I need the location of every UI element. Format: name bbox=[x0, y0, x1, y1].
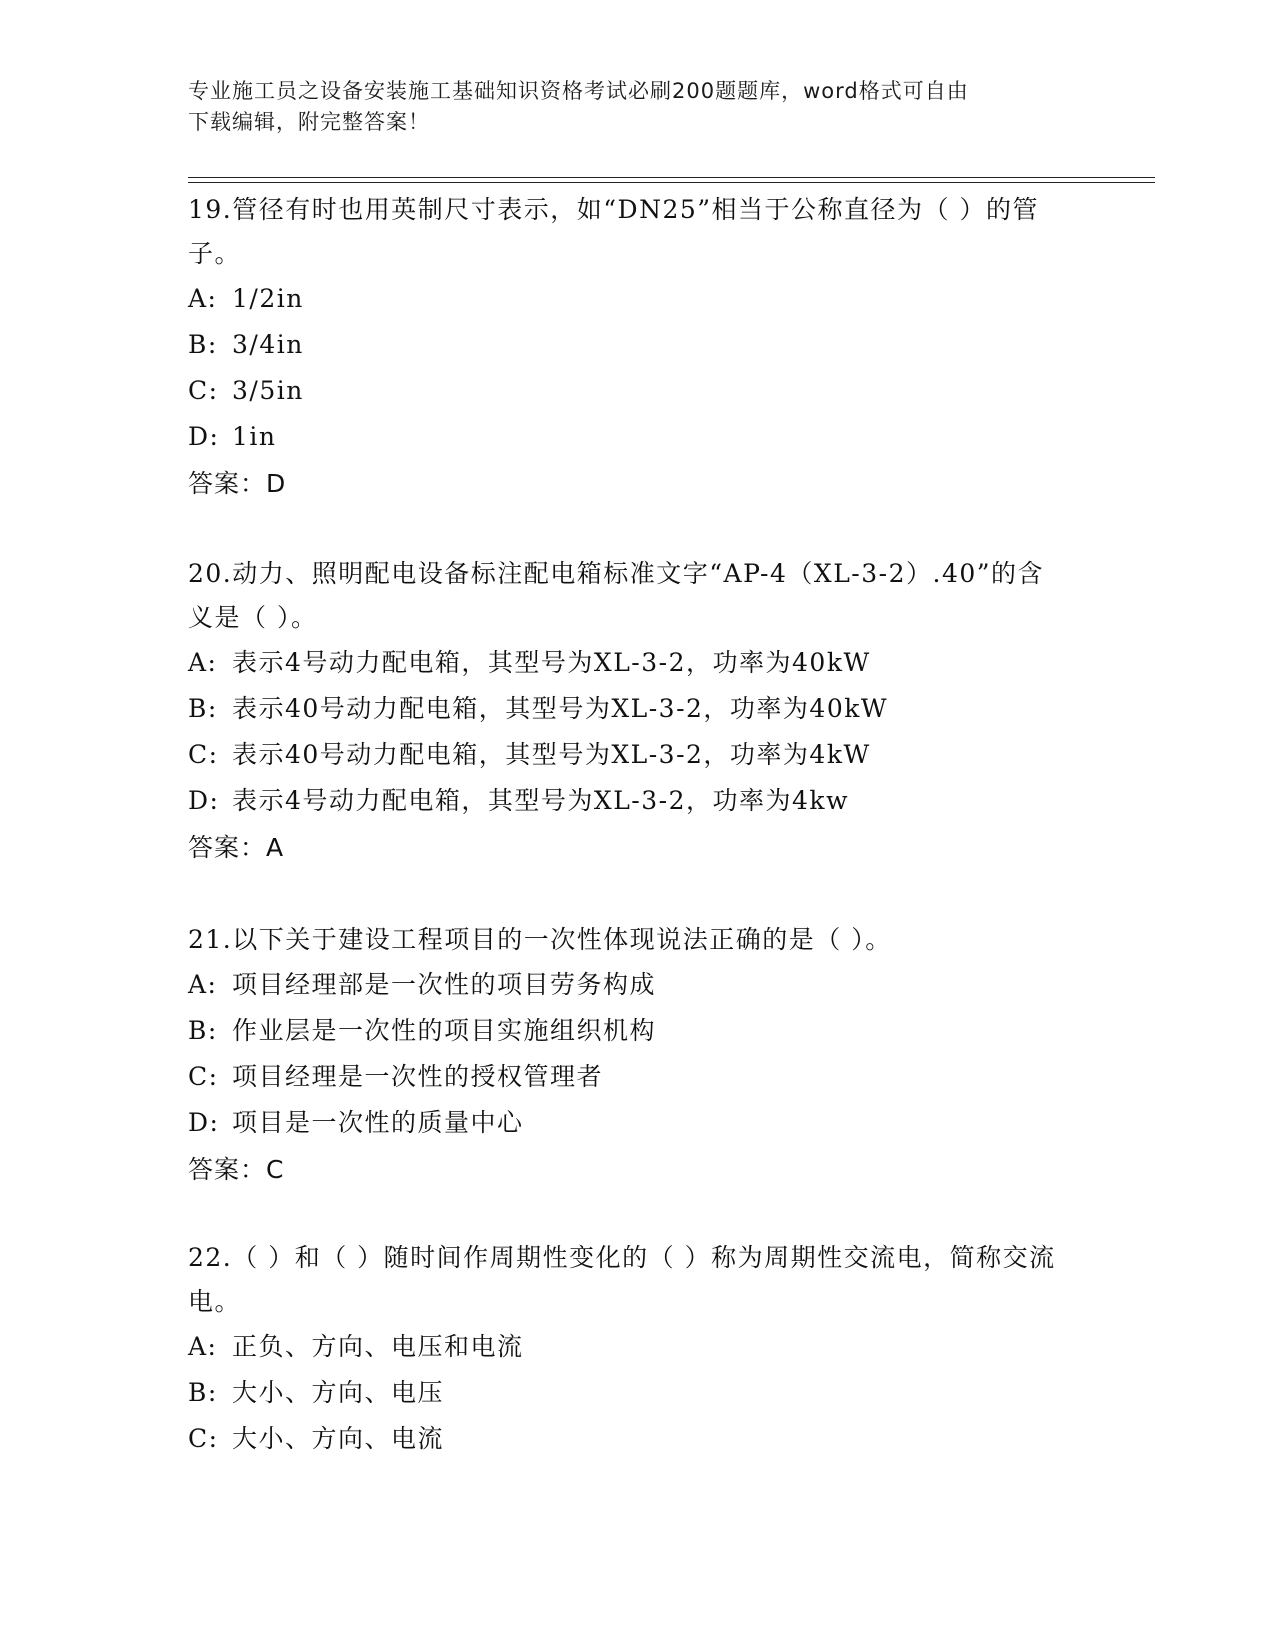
option-c bbox=[188, 1416, 1068, 1462]
option-b bbox=[188, 322, 1068, 368]
option-letter: B: bbox=[188, 1016, 218, 1045]
option-text: 表示4号动力配电箱，其型号为XL-3-2，功率为40kW bbox=[232, 648, 871, 677]
question-stem: 21.以下关于建设工程项目的一次性体现说法正确的是（ ）。 bbox=[188, 925, 892, 954]
option-b bbox=[188, 1370, 1068, 1416]
option-text: 大小、方向、电流 bbox=[232, 1424, 445, 1453]
option-c bbox=[188, 368, 1068, 414]
option-text: 1/2in bbox=[232, 284, 304, 313]
option-text: 作业层是一次性的项目实施组织机构 bbox=[232, 1016, 657, 1045]
option-a bbox=[188, 276, 1068, 322]
option-text: 表示4号动力配电箱，其型号为XL-3-2，功率为4kw bbox=[232, 786, 849, 815]
option-b bbox=[188, 686, 1068, 732]
option-letter: A: bbox=[188, 1332, 218, 1361]
option-letter: D: bbox=[188, 786, 220, 815]
option-letter: D: bbox=[188, 422, 220, 451]
option-a bbox=[188, 962, 1068, 1008]
option-letter: C: bbox=[188, 1424, 219, 1453]
option-letter: A: bbox=[188, 970, 218, 999]
option-letter: B: bbox=[188, 330, 218, 359]
answer-line: 答案：C bbox=[188, 1155, 285, 1184]
option-letter: A: bbox=[188, 648, 218, 677]
option-d bbox=[188, 1100, 1068, 1146]
header-line-2: 下载编辑，附完整答案！ bbox=[188, 110, 430, 134]
option-a bbox=[188, 1324, 1068, 1370]
answer-line: 答案：A bbox=[188, 833, 285, 862]
option-d bbox=[188, 778, 1068, 824]
question-21 bbox=[188, 918, 1068, 1192]
option-letter: A: bbox=[188, 284, 218, 313]
header-line-1: 专业施工员之设备安装施工基础知识资格考试必刷200题题库，word格式可自由 bbox=[188, 79, 969, 103]
option-c bbox=[188, 732, 1068, 778]
question-stem: 22.（ ）和（ ）随时间作周期性变化的（ ）称为周期性交流电，简称交流电。 bbox=[188, 1243, 1056, 1316]
question-stem: 20.动力、照明配电设备标注配电箱标准文字“AP-4（XL-3-2）.40”的含义是（ ）。 bbox=[188, 559, 1045, 632]
option-d bbox=[188, 414, 1068, 460]
option-text: 项目是一次性的质量中心 bbox=[232, 1108, 524, 1137]
option-text: 项目经理部是一次性的项目劳务构成 bbox=[232, 970, 657, 999]
option-text: 表示40号动力配电箱，其型号为XL-3-2，功率为40kW bbox=[232, 694, 889, 723]
option-letter: B: bbox=[188, 1378, 218, 1407]
document-header bbox=[188, 76, 1068, 138]
question-22 bbox=[188, 1236, 1068, 1462]
option-b bbox=[188, 1008, 1068, 1054]
option-text: 正负、方向、电压和电流 bbox=[232, 1332, 524, 1361]
question-stem: 19.管径有时也用英制尺寸表示，如“DN25”相当于公称直径为（ ）的管子。 bbox=[188, 195, 1039, 268]
option-letter: C: bbox=[188, 376, 219, 405]
option-letter: D: bbox=[188, 1108, 220, 1137]
option-letter: C: bbox=[188, 1062, 219, 1091]
option-c bbox=[188, 1054, 1068, 1100]
header-divider-top bbox=[188, 177, 1155, 178]
option-letter: C: bbox=[188, 740, 219, 769]
option-text: 表示40号动力配电箱，其型号为XL-3-2，功率为4kW bbox=[232, 740, 871, 769]
answer-line: 答案：D bbox=[188, 469, 287, 498]
option-text: 大小、方向、电压 bbox=[232, 1378, 445, 1407]
question-19 bbox=[188, 188, 1068, 506]
question-20 bbox=[188, 552, 1068, 870]
option-letter: B: bbox=[188, 694, 218, 723]
option-a bbox=[188, 640, 1068, 686]
header-divider-bottom bbox=[188, 182, 1155, 183]
option-text: 1in bbox=[232, 422, 277, 451]
option-text: 3/4in bbox=[232, 330, 304, 359]
option-text: 3/5in bbox=[232, 376, 304, 405]
option-text: 项目经理是一次性的授权管理者 bbox=[232, 1062, 604, 1091]
